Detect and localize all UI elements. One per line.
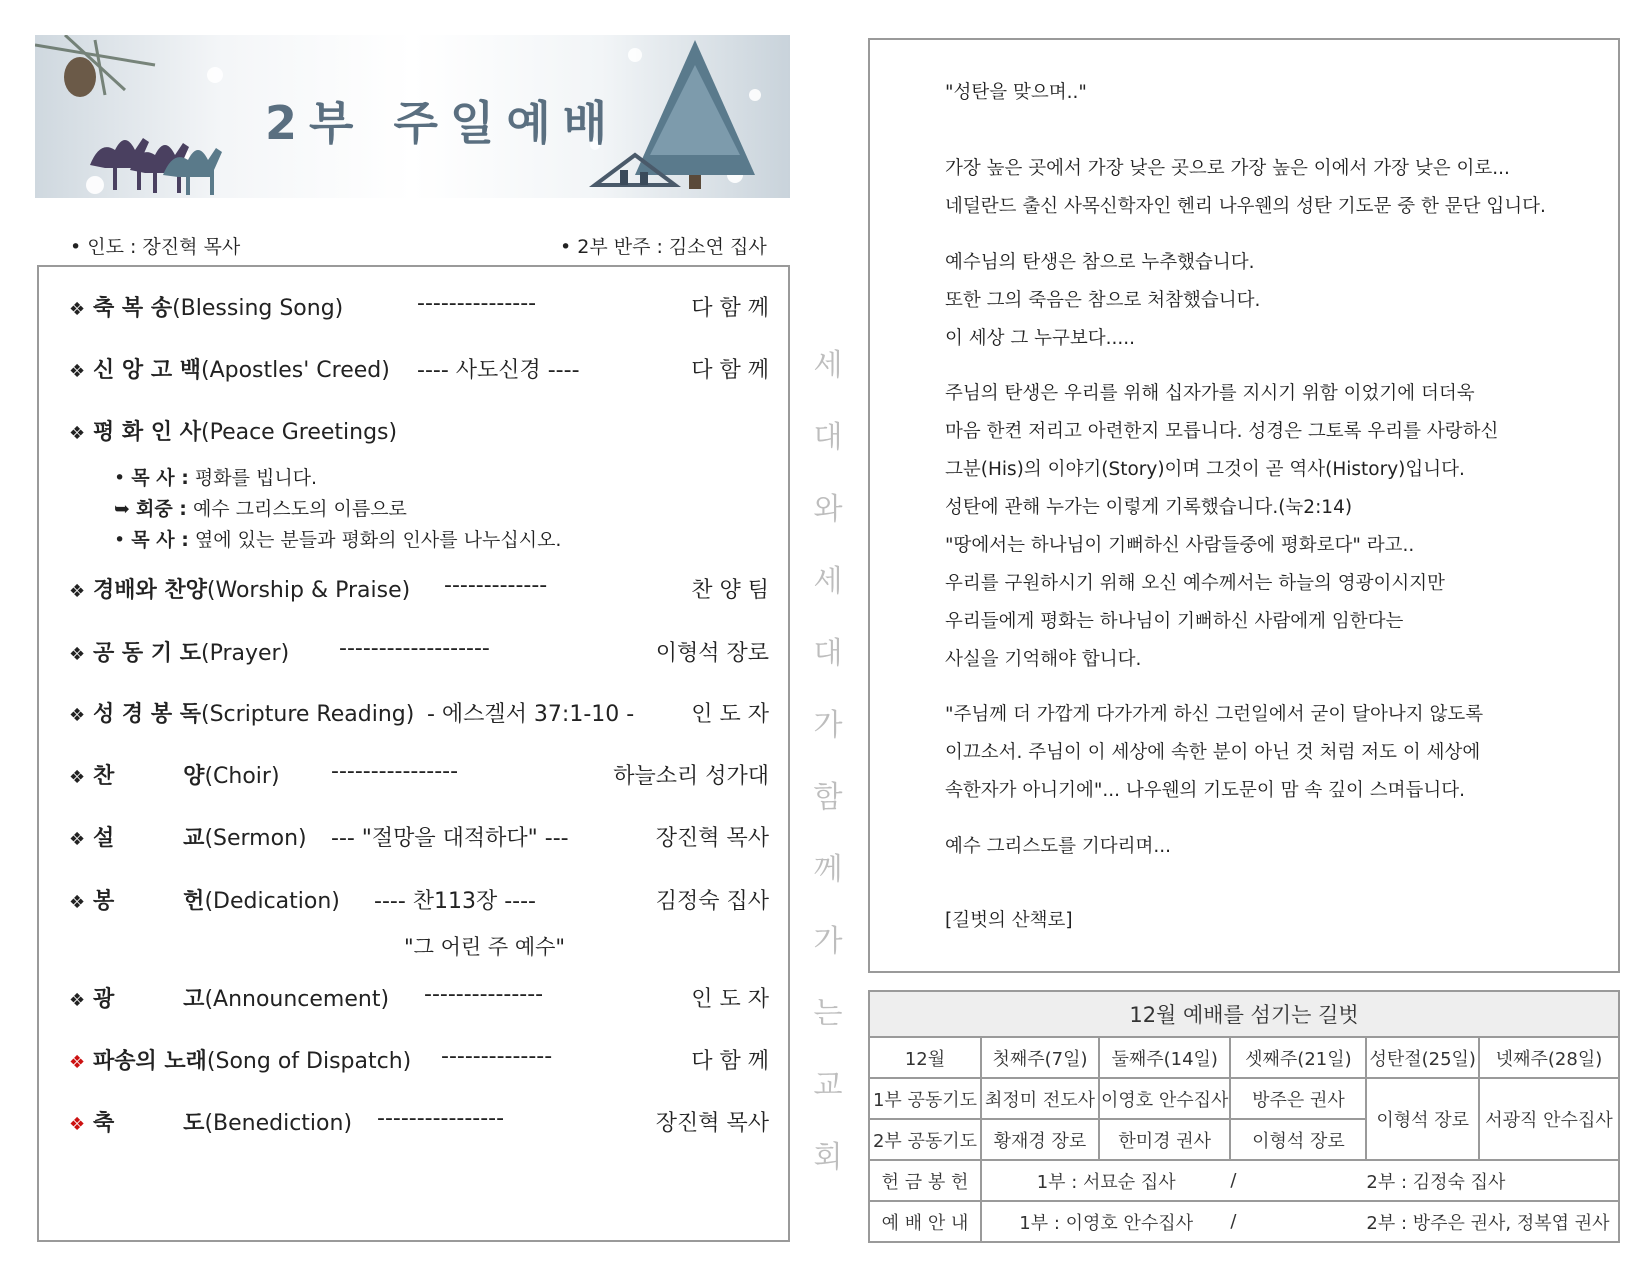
meditation-line: 그분(His)의 이야기(Story)이며 그것이 곧 역사(History)입니다. xyxy=(945,459,1465,480)
bullet-icon: ❖ xyxy=(69,705,86,726)
meditation-signature: [길벗의 산책로] xyxy=(945,910,1073,931)
order-item: ❖ 찬 양(Choir) ---------------- 하늘소리 성가대 xyxy=(69,759,769,789)
table-row: 예 배 안 내 1부 : 이영호 안수집사 / 2부 : 방주은 권사, 정복엽 권사 xyxy=(869,1201,1619,1242)
order-item: ❖ 파송의 노래(Song of Dispatch) -------------- 다 함 께 xyxy=(69,1044,769,1074)
table-row: 12월 첫째주(7일) 둘째주(14일) 셋째주(21일) 성탄절(25일) 넷째주(28일) xyxy=(869,1037,1619,1078)
meditation-line: 우리를 구원하시기 위해 오신 예수께서는 하늘의 영광이시지만 xyxy=(945,573,1445,594)
peace-line: • 목 사 : 평화를 빕니다. xyxy=(114,467,318,489)
vertical-motto: 세 대 와 세 대 가 함 께 가 는 교 회 xyxy=(813,348,843,1175)
order-item: ❖ 축 도(Benediction) ---------------- 장진혁 목사 xyxy=(69,1106,769,1136)
meditation-line: 이끄소서. 주님이 이 세상에 속한 분이 아닌 것 처럼 저도 이 세상에 xyxy=(945,742,1481,763)
meditation-line: 네덜란드 출신 사목신학자인 헨리 나우웬의 성탄 기도문 중 한 문단 입니다. xyxy=(945,196,1546,217)
bullet-icon: ❖ xyxy=(69,829,86,850)
meditation-line: 이 세상 그 누구보다..... xyxy=(945,328,1136,349)
meditation-line: 가장 높은 곳에서 가장 낮은 곳으로 가장 높은 이에서 가장 낮은 이로... xyxy=(945,158,1510,179)
meditation-box xyxy=(868,38,1620,973)
meditation-line: 예수 그리스도를 기다리며... xyxy=(945,836,1171,857)
meditation-line: 사실을 기억해야 합니다. xyxy=(945,649,1142,670)
bullet-icon: ❖ xyxy=(69,361,86,382)
header-banner xyxy=(35,35,790,198)
meditation-line: 성탄에 관해 누가는 이렇게 기록했습니다.(눅2:14) xyxy=(945,497,1353,518)
meditation-title: "성탄을 맞으며.." xyxy=(945,82,1087,103)
order-item: ❖ 공 동 기 도(Prayer) ------------------- 이형석 장로 xyxy=(69,636,769,666)
service-title: 2부 주일예배 xyxy=(265,96,620,150)
table-row: 1부 공동기도 최정미 전도사 이영호 안수집사 방주은 권사 이형석 장로 서광직 안수집사 xyxy=(869,1078,1619,1119)
peace-line: ➥ 회중 : 예수 그리스도의 이름으로 xyxy=(114,498,407,520)
meditation-line: 마음 한켠 저리고 아련한지 모릅니다. 성경은 그토록 우리를 사랑하신 xyxy=(945,421,1499,442)
meditation-line: "주님께 더 가깝게 다가가게 하신 그런일에서 굳이 달아나지 않도록 xyxy=(945,704,1484,725)
accompanist-info: • 2부 반주 : 김소연 집사 xyxy=(560,236,767,258)
meditation-line: 주님의 탄생은 우리를 위해 십자가를 지시기 위함 이었기에 더더욱 xyxy=(945,383,1475,404)
order-item: ❖ 광 고(Announcement) --------------- 인 도 자 xyxy=(69,982,769,1012)
order-item: ❖ 봉 헌(Dedication) ---- 찬113장 ---- 김정숙 집사 xyxy=(69,889,769,914)
peace-line: • 목 사 : 옆에 있는 분들과 평화의 인사를 나누십시오. xyxy=(114,529,562,551)
meditation-line: 속한자가 아니기에"... 나우웬의 기도문이 맘 속 깊이 스며듭니다. xyxy=(945,780,1465,801)
bullet-icon: ❖ xyxy=(69,892,86,913)
order-item: ❖ 성 경 봉 독(Scripture Reading) - 에스겔서 37:1-10 - 인 도 자 xyxy=(69,702,769,727)
bullet-icon: ❖ xyxy=(69,1052,86,1073)
order-item: ❖ 경배와 찬양(Worship & Praise) ------------- 찬 양 팀 xyxy=(69,573,769,603)
offertory-hymn: "그 어린 주 예수" xyxy=(404,935,566,959)
schedule-table xyxy=(868,990,1620,1243)
order-item: ❖ 신 앙 고 백(Apostles' Creed) ---- 사도신경 ---- 다 함 께 xyxy=(69,358,769,383)
bullet-icon: ❖ xyxy=(69,423,86,444)
order-item: ❖ 평 화 인 사(Peace Greetings) xyxy=(69,420,398,445)
bullet-icon: ❖ xyxy=(69,581,86,602)
leader-info: • 인도 : 장진혁 목사 xyxy=(70,236,241,258)
bullet-icon: ❖ xyxy=(69,644,86,665)
table-row: 헌 금 봉 헌 1부 : 서묘순 집사 / 2부 : 김정숙 집사 xyxy=(869,1160,1619,1201)
order-item: ❖ 축 복 송(Blessing Song) --------------- 다 함 께 xyxy=(69,291,769,321)
bullet-icon: ❖ xyxy=(69,1114,86,1135)
bullet-icon: ❖ xyxy=(69,990,86,1011)
order-item: ❖ 설 교(Sermon) --- "절망을 대적하다" --- 장진혁 목사 xyxy=(69,826,769,851)
meditation-line: "땅에서는 하나님이 기뻐하신 사람들중에 평화로다" 라고.. xyxy=(945,535,1415,556)
bullet-icon: ❖ xyxy=(69,767,86,788)
meditation-line: 우리들에게 평화는 하나님이 기뻐하신 사람에게 임한다는 xyxy=(945,611,1404,632)
order-of-worship xyxy=(37,265,790,1242)
schedule-title: 12월 예배를 섬기는 길벗 xyxy=(869,991,1619,1037)
meditation-line: 예수님의 탄생은 참으로 누추했습니다. xyxy=(945,252,1255,273)
bullet-icon: ❖ xyxy=(69,299,86,320)
table-row: 2부 공동기도 황재경 장로 한미경 권사 이형석 장로 xyxy=(869,1119,1619,1160)
meditation-line: 또한 그의 죽음은 참으로 처참했습니다. xyxy=(945,290,1261,311)
